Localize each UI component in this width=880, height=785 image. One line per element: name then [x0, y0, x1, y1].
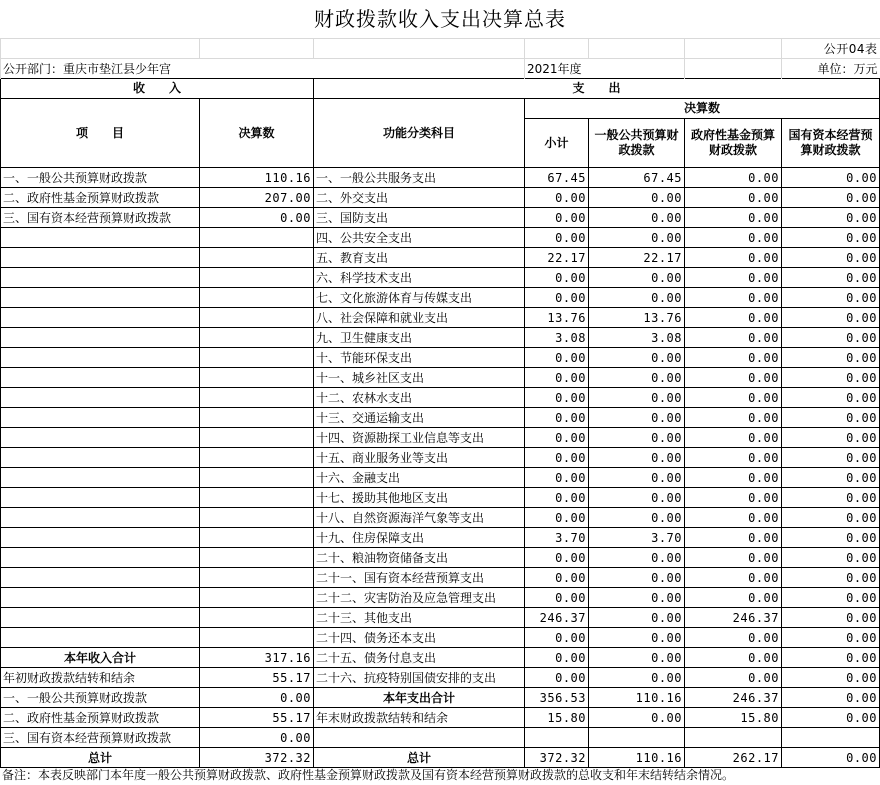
general-budget-cell: 3.08 [589, 328, 685, 348]
general-budget-cell: 0.00 [589, 588, 685, 608]
subtotal-cell [525, 728, 589, 748]
table-row [1, 168, 880, 188]
table-row [1, 288, 880, 308]
state-capital-cell: 0.00 [782, 708, 880, 728]
gov-fund-cell: 0.00 [685, 368, 782, 388]
state-capital-cell: 0.00 [782, 228, 880, 248]
state-capital-column-header: 国有资本经营预算财政拨款 [782, 119, 880, 168]
income-item-cell: 一、一般公共预算财政拨款 [1, 688, 200, 708]
subtotal-cell: 0.00 [525, 468, 589, 488]
income-item-cell: 总计 [1, 748, 200, 768]
income-item-cell: 二、政府性基金预算财政拨款 [1, 708, 200, 728]
state-capital-cell: 0.00 [782, 248, 880, 268]
expense-item-cell: 总计 [314, 748, 525, 768]
income-item-cell [1, 628, 200, 648]
gov-fund-cell: 0.00 [685, 188, 782, 208]
table-row [1, 328, 880, 348]
income-item-cell [1, 348, 200, 368]
state-capital-cell: 0.00 [782, 528, 880, 548]
income-amount-cell: 372.32 [200, 748, 314, 768]
general-budget-cell: 0.00 [589, 448, 685, 468]
expense-item-cell: 九、卫生健康支出 [314, 328, 525, 348]
income-amount-cell [200, 608, 314, 628]
state-capital-cell: 0.00 [782, 408, 880, 428]
state-capital-cell: 0.00 [782, 328, 880, 348]
income-item-cell [1, 608, 200, 628]
gov-fund-cell: 246.37 [685, 608, 782, 628]
subtotal-cell: 3.08 [525, 328, 589, 348]
income-item-cell [1, 548, 200, 568]
expense-item-cell: 七、文化旅游体育与传媒支出 [314, 288, 525, 308]
gov-fund-cell: 0.00 [685, 468, 782, 488]
gov-fund-cell: 0.00 [685, 548, 782, 568]
table-row [1, 588, 880, 608]
subtotal-cell: 0.00 [525, 448, 589, 468]
expense-item-cell: 十二、农林水支出 [314, 388, 525, 408]
expense-item-cell: 五、教育支出 [314, 248, 525, 268]
expense-item-cell: 十、节能环保支出 [314, 348, 525, 368]
income-amount-cell [200, 268, 314, 288]
expense-item-cell: 十六、金融支出 [314, 468, 525, 488]
income-item-cell [1, 248, 200, 268]
income-amount-cell: 0.00 [200, 208, 314, 228]
state-capital-cell: 0.00 [782, 748, 880, 768]
general-budget-cell: 0.00 [589, 648, 685, 668]
income-amount-cell [200, 348, 314, 368]
expense-item-cell: 十九、住房保障支出 [314, 528, 525, 548]
state-capital-cell: 0.00 [782, 608, 880, 628]
expense-item-cell: 二、外交支出 [314, 188, 525, 208]
general-budget-cell: 0.00 [589, 508, 685, 528]
expense-item-cell: 二十六、抗疫特别国债安排的支出 [314, 668, 525, 688]
general-budget-cell: 0.00 [589, 208, 685, 228]
expense-item-cell: 三、国防支出 [314, 208, 525, 228]
income-item-cell [1, 388, 200, 408]
income-item-cell [1, 328, 200, 348]
income-item-cell: 二、政府性基金预算财政拨款 [1, 188, 200, 208]
income-item-cell [1, 268, 200, 288]
income-item-cell [1, 468, 200, 488]
subtotal-cell: 356.53 [525, 688, 589, 708]
subtotal-cell: 0.00 [525, 268, 589, 288]
expense-item-cell: 六、科学技术支出 [314, 268, 525, 288]
gov-fund-cell [685, 728, 782, 748]
state-capital-cell: 0.00 [782, 208, 880, 228]
final-amount-header: 决算数 [525, 99, 880, 119]
subtotal-cell: 0.00 [525, 208, 589, 228]
gov-fund-cell: 0.00 [685, 568, 782, 588]
report-table [0, 38, 880, 768]
general-budget-cell: 0.00 [589, 468, 685, 488]
department-label: 公开部门：重庆市垫江县少年宫 [1, 59, 525, 79]
gov-fund-cell: 0.00 [685, 328, 782, 348]
state-capital-cell: 0.00 [782, 168, 880, 188]
table-row [1, 748, 880, 768]
state-capital-cell: 0.00 [782, 308, 880, 328]
subtotal-cell: 22.17 [525, 248, 589, 268]
expense-item-cell: 四、公共安全支出 [314, 228, 525, 248]
income-item-cell: 三、国有资本经营预算财政拨款 [1, 728, 200, 748]
gov-fund-cell: 0.00 [685, 428, 782, 448]
state-capital-cell: 0.00 [782, 628, 880, 648]
table-row [1, 228, 880, 248]
general-budget-cell: 0.00 [589, 568, 685, 588]
table-row [1, 668, 880, 688]
subtotal-cell: 0.00 [525, 668, 589, 688]
income-item-cell: 三、国有资本经营预算财政拨款 [1, 208, 200, 228]
general-budget-cell [589, 728, 685, 748]
general-budget-cell: 110.16 [589, 748, 685, 768]
general-budget-cell: 0.00 [589, 348, 685, 368]
gov-fund-cell: 0.00 [685, 208, 782, 228]
state-capital-cell: 0.00 [782, 508, 880, 528]
subtotal-cell: 0.00 [525, 228, 589, 248]
gov-fund-cell: 15.80 [685, 708, 782, 728]
income-item-cell [1, 288, 200, 308]
table-row [1, 308, 880, 328]
general-budget-cell: 0.00 [589, 628, 685, 648]
amount-column-header: 决算数 [200, 99, 314, 168]
expense-item-cell: 二十二、灾害防治及应急管理支出 [314, 588, 525, 608]
gov-fund-cell: 0.00 [685, 628, 782, 648]
table-row [1, 568, 880, 588]
table-row [1, 708, 880, 728]
subtotal-cell: 0.00 [525, 188, 589, 208]
income-item-cell [1, 488, 200, 508]
general-budget-cell: 0.00 [589, 428, 685, 448]
expense-item-cell: 十四、资源勘探工业信息等支出 [314, 428, 525, 448]
subtotal-cell: 0.00 [525, 348, 589, 368]
general-budget-cell: 22.17 [589, 248, 685, 268]
table-row [1, 548, 880, 568]
state-capital-cell: 0.00 [782, 388, 880, 408]
income-amount-cell [200, 368, 314, 388]
income-amount-cell: 0.00 [200, 688, 314, 708]
table-row [1, 468, 880, 488]
general-budget-cell: 0.00 [589, 608, 685, 628]
unit-label: 单位：万元 [782, 59, 880, 79]
table-row [1, 368, 880, 388]
general-budget-cell: 0.00 [589, 188, 685, 208]
subtotal-cell: 0.00 [525, 648, 589, 668]
expense-item-cell: 十七、援助其他地区支出 [314, 488, 525, 508]
gov-fund-cell: 0.00 [685, 388, 782, 408]
general-budget-cell: 0.00 [589, 548, 685, 568]
income-amount-cell [200, 308, 314, 328]
subtotal-cell: 246.37 [525, 608, 589, 628]
income-item-cell: 年初财政拨款结转和结余 [1, 668, 200, 688]
table-row [1, 428, 880, 448]
state-capital-cell: 0.00 [782, 648, 880, 668]
state-capital-cell: 0.00 [782, 548, 880, 568]
state-capital-cell: 0.00 [782, 368, 880, 388]
subtotal-cell: 0.00 [525, 428, 589, 448]
expense-item-cell: 年末财政拨款结转和结余 [314, 708, 525, 728]
income-amount-cell [200, 228, 314, 248]
table-row [1, 728, 880, 748]
general-budget-column-header: 一般公共预算财政拨款 [589, 119, 685, 168]
general-budget-cell: 3.70 [589, 528, 685, 548]
table-row [1, 628, 880, 648]
state-capital-cell: 0.00 [782, 288, 880, 308]
table-row [1, 488, 880, 508]
income-amount-cell [200, 328, 314, 348]
gov-fund-cell: 0.00 [685, 528, 782, 548]
income-item-cell [1, 508, 200, 528]
gov-fund-cell: 0.00 [685, 668, 782, 688]
income-amount-cell: 110.16 [200, 168, 314, 188]
income-item-cell [1, 588, 200, 608]
table-row [1, 268, 880, 288]
subtotal-cell: 0.00 [525, 568, 589, 588]
gov-fund-cell: 0.00 [685, 268, 782, 288]
gov-fund-cell: 0.00 [685, 228, 782, 248]
gov-fund-cell: 0.00 [685, 308, 782, 328]
subtotal-cell: 0.00 [525, 508, 589, 528]
subtotal-cell: 0.00 [525, 488, 589, 508]
subtotal-cell: 0.00 [525, 388, 589, 408]
expense-item-cell: 十一、城乡社区支出 [314, 368, 525, 388]
state-capital-cell: 0.00 [782, 588, 880, 608]
report-title: 财政拨款收入支出决算总表 [314, 7, 566, 31]
subtotal-cell: 15.80 [525, 708, 589, 728]
table-row [1, 248, 880, 268]
expense-item-cell: 二十一、国有资本经营预算支出 [314, 568, 525, 588]
income-amount-cell [200, 428, 314, 448]
general-budget-cell: 0.00 [589, 368, 685, 388]
state-capital-cell: 0.00 [782, 448, 880, 468]
state-capital-cell: 0.00 [782, 348, 880, 368]
income-amount-cell [200, 588, 314, 608]
general-budget-cell: 0.00 [589, 708, 685, 728]
subtotal-cell: 3.70 [525, 528, 589, 548]
income-amount-cell [200, 288, 314, 308]
table-row [1, 208, 880, 228]
expense-item-cell: 一、一般公共服务支出 [314, 168, 525, 188]
income-amount-cell [200, 488, 314, 508]
subtotal-cell: 0.00 [525, 408, 589, 428]
income-amount-cell [200, 448, 314, 468]
expense-item-cell: 十五、商业服务业等支出 [314, 448, 525, 468]
subtotal-cell: 13.76 [525, 308, 589, 328]
income-item-cell: 一、一般公共预算财政拨款 [1, 168, 200, 188]
income-amount-cell [200, 568, 314, 588]
subtotal-cell: 0.00 [525, 288, 589, 308]
income-amount-cell [200, 548, 314, 568]
gov-fund-cell: 0.00 [685, 508, 782, 528]
income-amount-cell [200, 508, 314, 528]
gov-fund-cell: 262.17 [685, 748, 782, 768]
function-column-header: 功能分类科目 [314, 99, 525, 168]
income-item-cell [1, 428, 200, 448]
table-row [1, 608, 880, 628]
table-row [1, 188, 880, 208]
state-capital-cell: 0.00 [782, 468, 880, 488]
state-capital-cell: 0.00 [782, 568, 880, 588]
income-amount-cell: 317.16 [200, 648, 314, 668]
state-capital-cell: 0.00 [782, 668, 880, 688]
income-amount-cell [200, 388, 314, 408]
state-capital-cell: 0.00 [782, 188, 880, 208]
gov-fund-cell: 0.00 [685, 168, 782, 188]
expense-item-cell: 二十三、其他支出 [314, 608, 525, 628]
income-item-cell [1, 448, 200, 468]
income-item-cell [1, 308, 200, 328]
table-row [1, 648, 880, 668]
table-row [1, 688, 880, 708]
table-row [1, 508, 880, 528]
general-budget-cell: 0.00 [589, 228, 685, 248]
income-item-cell [1, 228, 200, 248]
gov-fund-cell: 0.00 [685, 588, 782, 608]
general-budget-cell: 0.00 [589, 388, 685, 408]
subtotal-cell: 0.00 [525, 368, 589, 388]
expense-item-cell: 本年支出合计 [314, 688, 525, 708]
state-capital-cell: 0.00 [782, 488, 880, 508]
expense-item-cell [314, 728, 525, 748]
item-column-header: 项 目 [1, 99, 200, 168]
general-budget-cell: 0.00 [589, 408, 685, 428]
gov-fund-cell: 0.00 [685, 648, 782, 668]
expense-item-cell: 二十四、债务还本支出 [314, 628, 525, 648]
income-amount-cell [200, 248, 314, 268]
footnote: 备注：本表反映部门本年度一般公共预算财政拨款、政府性基金预算财政拨款及国有资本经营预算财政拨款的总收支和年末结转结余情况。 [2, 768, 735, 782]
income-item-cell [1, 528, 200, 548]
income-amount-cell [200, 528, 314, 548]
gov-fund-cell: 246.37 [685, 688, 782, 708]
income-amount-cell [200, 408, 314, 428]
expense-item-cell: 二十五、债务付息支出 [314, 648, 525, 668]
subtotal-column-header: 小计 [525, 119, 589, 168]
general-budget-cell: 13.76 [589, 308, 685, 328]
income-header: 收 入 [1, 79, 314, 99]
expense-item-cell: 十三、交通运输支出 [314, 408, 525, 428]
table-row [1, 448, 880, 468]
income-amount-cell: 55.17 [200, 708, 314, 728]
table-row [1, 408, 880, 428]
expense-header: 支 出 [314, 79, 880, 99]
state-capital-cell [782, 728, 880, 748]
income-amount-cell [200, 628, 314, 648]
table-row [1, 528, 880, 548]
general-budget-cell: 0.00 [589, 288, 685, 308]
general-budget-cell: 0.00 [589, 268, 685, 288]
table-row [1, 348, 880, 368]
income-item-cell [1, 568, 200, 588]
expense-item-cell: 二十、粮油物资储备支出 [314, 548, 525, 568]
income-amount-cell: 55.17 [200, 668, 314, 688]
expense-item-cell: 十八、自然资源海洋气象等支出 [314, 508, 525, 528]
income-amount-cell: 0.00 [200, 728, 314, 748]
expense-item-cell: 八、社会保障和就业支出 [314, 308, 525, 328]
state-capital-cell: 0.00 [782, 428, 880, 448]
general-budget-cell: 0.00 [589, 488, 685, 508]
income-item-cell [1, 368, 200, 388]
state-capital-cell: 0.00 [782, 688, 880, 708]
fiscal-year: 2021年度 [525, 59, 685, 79]
gov-fund-cell: 0.00 [685, 448, 782, 468]
state-capital-cell: 0.00 [782, 268, 880, 288]
gov-fund-cell: 0.00 [685, 248, 782, 268]
gov-fund-cell: 0.00 [685, 288, 782, 308]
subtotal-cell: 0.00 [525, 548, 589, 568]
general-budget-cell: 67.45 [589, 168, 685, 188]
table-row [1, 388, 880, 408]
gov-fund-cell: 0.00 [685, 408, 782, 428]
subtotal-cell: 0.00 [525, 628, 589, 648]
income-amount-cell [200, 468, 314, 488]
general-budget-cell: 110.16 [589, 688, 685, 708]
gov-fund-column-header: 政府性基金预算财政拨款 [685, 119, 782, 168]
gov-fund-cell: 0.00 [685, 488, 782, 508]
subtotal-cell: 372.32 [525, 748, 589, 768]
gov-fund-cell: 0.00 [685, 348, 782, 368]
income-item-cell: 本年收入合计 [1, 648, 200, 668]
form-number: 公开04表 [782, 39, 880, 59]
income-amount-cell: 207.00 [200, 188, 314, 208]
subtotal-cell: 0.00 [525, 588, 589, 608]
subtotal-cell: 67.45 [525, 168, 589, 188]
general-budget-cell: 0.00 [589, 668, 685, 688]
income-item-cell [1, 408, 200, 428]
